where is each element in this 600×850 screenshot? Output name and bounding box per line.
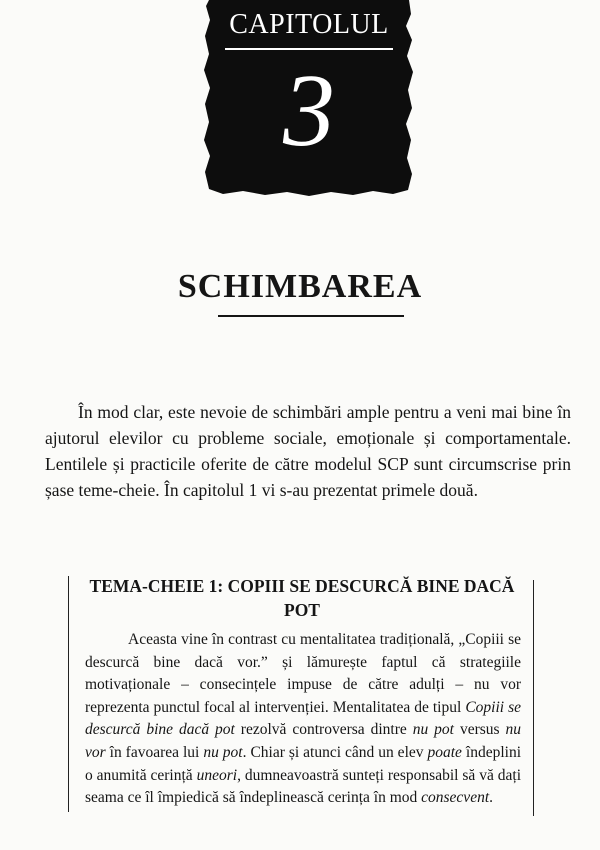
text-run: . Chiar și atunci când un elev xyxy=(242,743,428,761)
text-run: . xyxy=(489,789,494,807)
chapter-divider xyxy=(225,48,393,50)
emphasis-run: consecvent xyxy=(421,789,490,807)
text-run: versus xyxy=(454,721,506,739)
emphasis-run: Copiii se descurcă bine dacă pot xyxy=(85,698,522,739)
key-theme-box xyxy=(68,574,536,814)
text-run: Aceasta vine în contrast cu mentalitatea tradițională, „Copiii se descurcă bine dacă vor.” și lămurește faptul că strategiile motivaționale – consecințele impuse de către adulți – nu vor reprezenta punctul focal al intervenției. Mentalitatea de tipul xyxy=(85,631,521,716)
box-left-border xyxy=(68,576,69,812)
chapter-number: 3 xyxy=(283,53,335,168)
chapter-label: CAPITOLUL xyxy=(229,9,389,40)
chapter-title: SCHIMBAREA xyxy=(177,268,423,305)
key-theme-paragraph xyxy=(85,629,521,810)
emphasis-run: nu pot xyxy=(203,743,243,761)
text-run: rezolvă controversa dintre xyxy=(234,721,413,739)
text-run: îndeplini o anumită cerință xyxy=(85,743,521,784)
text-run: , dumneavoastră sunteți responsabil să vă dați seama ce îl împiedică să îndeplinească cerința în mod xyxy=(85,766,522,807)
chapter-banner xyxy=(203,0,415,196)
key-theme-heading: TEMA-CHEIE 1: COPIII SE DESCURCĂ BINE DACĂ POT xyxy=(89,576,515,620)
title-underline xyxy=(218,315,404,317)
emphasis-run: nu vor xyxy=(85,721,522,761)
emphasis-run: nu pot xyxy=(412,721,454,739)
text-run: în favoarea lui xyxy=(105,743,204,761)
intro-paragraph: În mod clar, este nevoie de schimbări ample pentru a veni mai bine în ajutorul elevilor cu probleme sociale, emoționale și comportamentale. Lentilele și practicile oferite de către modelul SCP sunt circumscrise prin șase teme-cheie. În capitolul 1 vi s-au prezentat primele două. xyxy=(45,402,571,500)
box-right-border xyxy=(533,580,534,816)
emphasis-run: poate xyxy=(427,743,462,761)
emphasis-run: uneori xyxy=(196,766,238,784)
